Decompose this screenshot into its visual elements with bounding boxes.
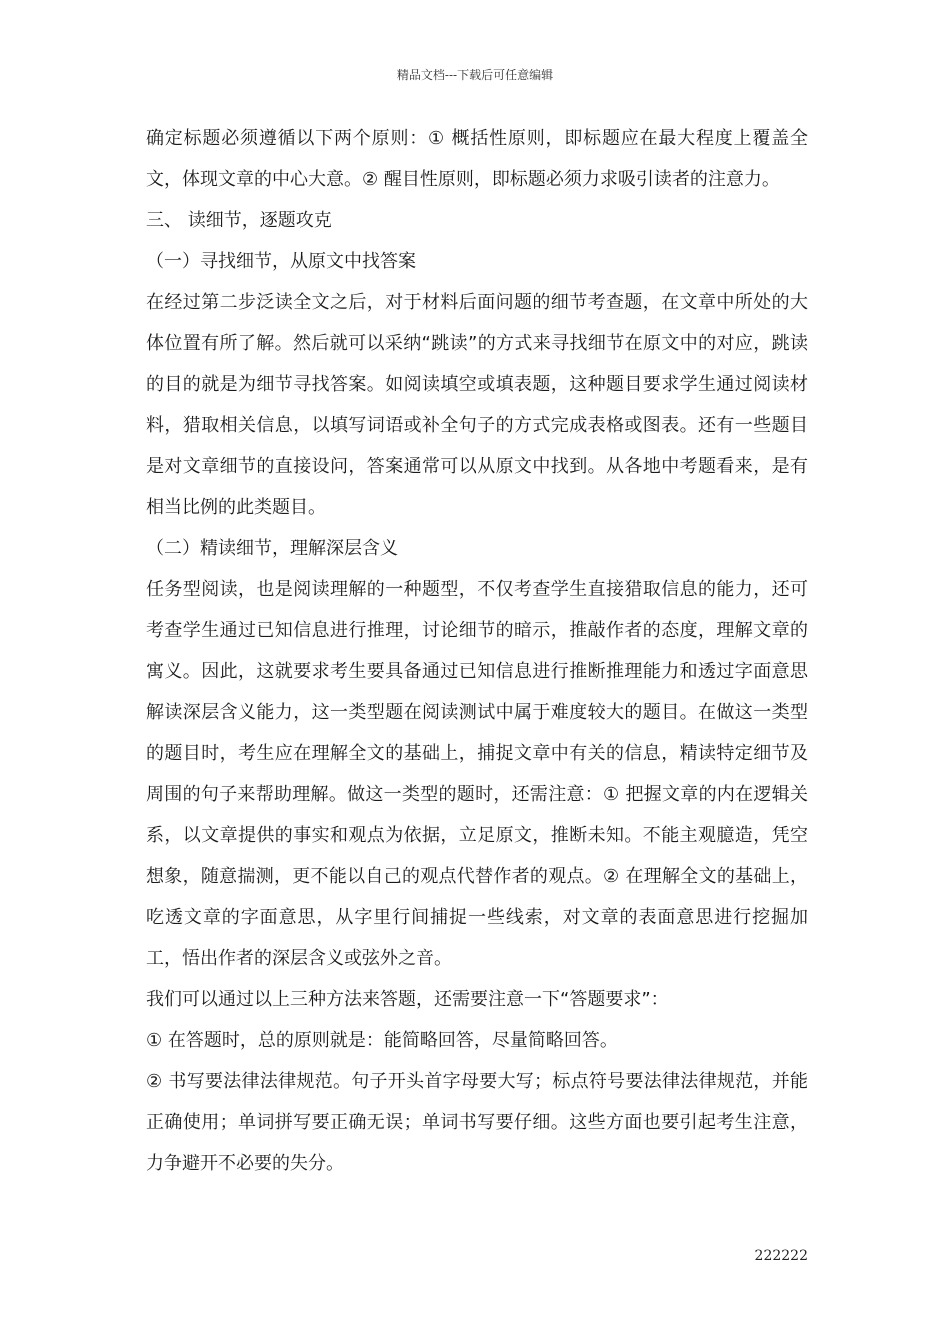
list-item-1: ① 在答题时，总的原则就是：能简略回答，尽量简略回答。 [146, 1030, 618, 1051]
document-body [146, 118, 808, 1184]
page-number: 222222 [754, 1248, 808, 1264]
subsection-heading-2: （二）精读细节，理解深层含义 [146, 538, 398, 559]
subsection-heading-1: （一）寻找细节，从原文中找答案 [146, 251, 416, 272]
list-item-2: ② 书写要法律法律规范。句子开头首字母要大写；标点符号要法律法律规范，并能正确使用；单词拼写要正确无误；单词书写要仔细。这些方面也要引起考生注意，力争避开不必要的失分。 [146, 1071, 808, 1174]
paragraph-find-details: 在经过第二步泛读全文之后，对于材料后面问题的细节考查题，在文章中所处的大体位置有所了解。然后就可以采纳“跳读”的方式来寻找细节在原文中的对应，跳读的目的就是为细节寻找答案。如阅读填空或填表题，这种题目要求学生通过阅读材料，猎取相关信息，以填写词语或补全句子的方式完成表格或图表。还有一些题目是对文章细节的直接设问，答案通常可以从原文中找到。从各地中考题看来，是有相当比例的此类题目。 [146, 292, 808, 518]
paragraph-answer-requirements: 我们可以通过以上三种方法来答题，还需要注意一下“答题要求”： [146, 989, 669, 1010]
page-header: 精品文档---下载后可任意编辑 [396, 68, 554, 82]
section-heading-3: 三、 读细节，逐题攻克 [146, 210, 332, 231]
paragraph-intensive-reading: 任务型阅读，也是阅读理解的一种题型，不仅考查学生直接猎取信息的能力，还可考查学生通过已知信息进行推理，讨论细节的暗示，推敲作者的态度，理解文章的寓义。因此，这就要求考生要具备通过已知信息进行推断推理能力和透过字面意思解读深层含义能力，这一类型题在阅读测试中属于难度较大的题目。在做这一类型的题目时，考生应在理解全文的基础上，捕捉文章中有关的信息，精读特定细节及周围的句子来帮助理解。做这一类型的题时，还需注意：① 把握文章的内在逻辑关系，以文章提供的事实和观点为依据，立足原文，推断未知。不能主观臆造，凭空想象，随意揣测，更不能以自己的观点代替作者的观点。② 在理解全文的基础上，吃透文章的字面意思，从字里行间捕捉一些线索，对文章的表面意思进行挖掘加工，悟出作者的深层含义或弦外之音。 [146, 579, 808, 969]
paragraph-title-principles: 确定标题必须遵循以下两个原则：① 概括性原则，即标题应在最大程度上覆盖全文，体现文章的中心大意。② 醒目性原则，即标题必须力求吸引读者的注意力。 [146, 128, 808, 190]
